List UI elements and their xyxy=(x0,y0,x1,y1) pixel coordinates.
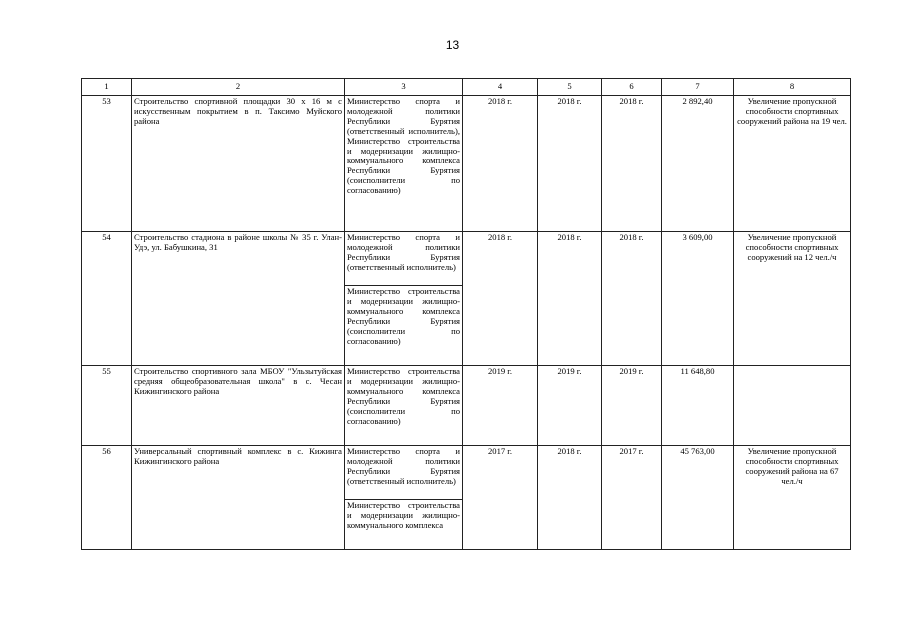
header-row xyxy=(82,79,851,96)
amount-cell: 11 648,80 xyxy=(662,366,734,446)
row-number: 53 xyxy=(82,96,132,232)
amount-cell: 45 763,00 xyxy=(662,446,734,550)
executor-cell: Министерство строительства и модернизации жилищно-коммунального комплекса xyxy=(345,500,463,550)
header-cell: 7 xyxy=(662,79,734,96)
amount-cell: 2 892,40 xyxy=(662,96,734,232)
year-cell: 2019 г. xyxy=(602,366,662,446)
result-cell: Увеличение пропускной способности спортивных сооружений на 12 чел./ч xyxy=(734,232,851,366)
measure-name: Универсальный спортивный комплекс в с. Кижинга Кижингинского района xyxy=(132,446,345,550)
measure-name: Строительство спортивного зала МБОУ "Ульзытуйская средняя общеобразовательная школа" в с. Чесан Кижингинского района xyxy=(132,366,345,446)
measure-name: Строительство спортивной площадки 30 х 16 м с искусственным покрытием в п. Таксимо Муйского района xyxy=(132,96,345,232)
result-cell: Увеличение пропускной способности спортивных сооружений района на 19 чел. xyxy=(734,96,851,232)
year-cell: 2018 г. xyxy=(538,96,602,232)
year-cell: 2018 г. xyxy=(602,96,662,232)
year-cell: 2018 г. xyxy=(538,446,602,550)
row-number: 54 xyxy=(82,232,132,366)
result-cell xyxy=(734,366,851,446)
table-row xyxy=(82,232,851,286)
year-cell: 2019 г. xyxy=(463,366,538,446)
header-cell: 6 xyxy=(602,79,662,96)
page-number: 13 xyxy=(445,38,460,52)
executor-cell: Министерство спорта и молодежной политики Республики Бурятия (ответственный исполнитель), Министерство строительства и модернизации жилищно-коммунального комплекса Республики Бурятия (соисполнители по согласованию) xyxy=(345,96,463,232)
row-number: 55 xyxy=(82,366,132,446)
result-cell: Увеличение пропускной способности спортивных сооружений района на 67 чел./ч xyxy=(734,446,851,550)
executor-cell: Министерство строительства и модернизации жилищно-коммунального комплекса Республики Бурятия (соисполнители по согласованию) xyxy=(345,366,463,446)
year-cell: 2018 г. xyxy=(538,232,602,366)
year-cell: 2019 г. xyxy=(538,366,602,446)
header-cell: 8 xyxy=(734,79,851,96)
year-cell: 2018 г. xyxy=(602,232,662,366)
measure-name: Строительство стадиона в районе школы № 35 г. Улан-Удэ, ул. Бабушкина, 31 xyxy=(132,232,345,366)
table-row xyxy=(82,446,851,500)
header-cell: 2 xyxy=(132,79,345,96)
row-number: 56 xyxy=(82,446,132,550)
amount-cell: 3 609,00 xyxy=(662,232,734,366)
measures-table xyxy=(81,78,851,550)
table-row xyxy=(82,96,851,232)
year-cell: 2018 г. xyxy=(463,96,538,232)
header-cell: 1 xyxy=(82,79,132,96)
header-cell: 5 xyxy=(538,79,602,96)
year-cell: 2017 г. xyxy=(602,446,662,550)
executor-cell: Министерство спорта и молодежной политики Республики Бурятия (ответственный исполнитель) xyxy=(345,446,463,500)
executor-cell: Министерство строительства и модернизации жилищно-коммунального комплекса Республики Бурятия (соисполнители по согласованию) xyxy=(345,286,463,366)
header-cell: 4 xyxy=(463,79,538,96)
header-cell: 3 xyxy=(345,79,463,96)
executor-cell: Министерство спорта и молодежной политики Республики Бурятия (ответственный исполнитель) xyxy=(345,232,463,286)
year-cell: 2018 г. xyxy=(463,232,538,366)
year-cell: 2017 г. xyxy=(463,446,538,550)
table-row xyxy=(82,366,851,446)
